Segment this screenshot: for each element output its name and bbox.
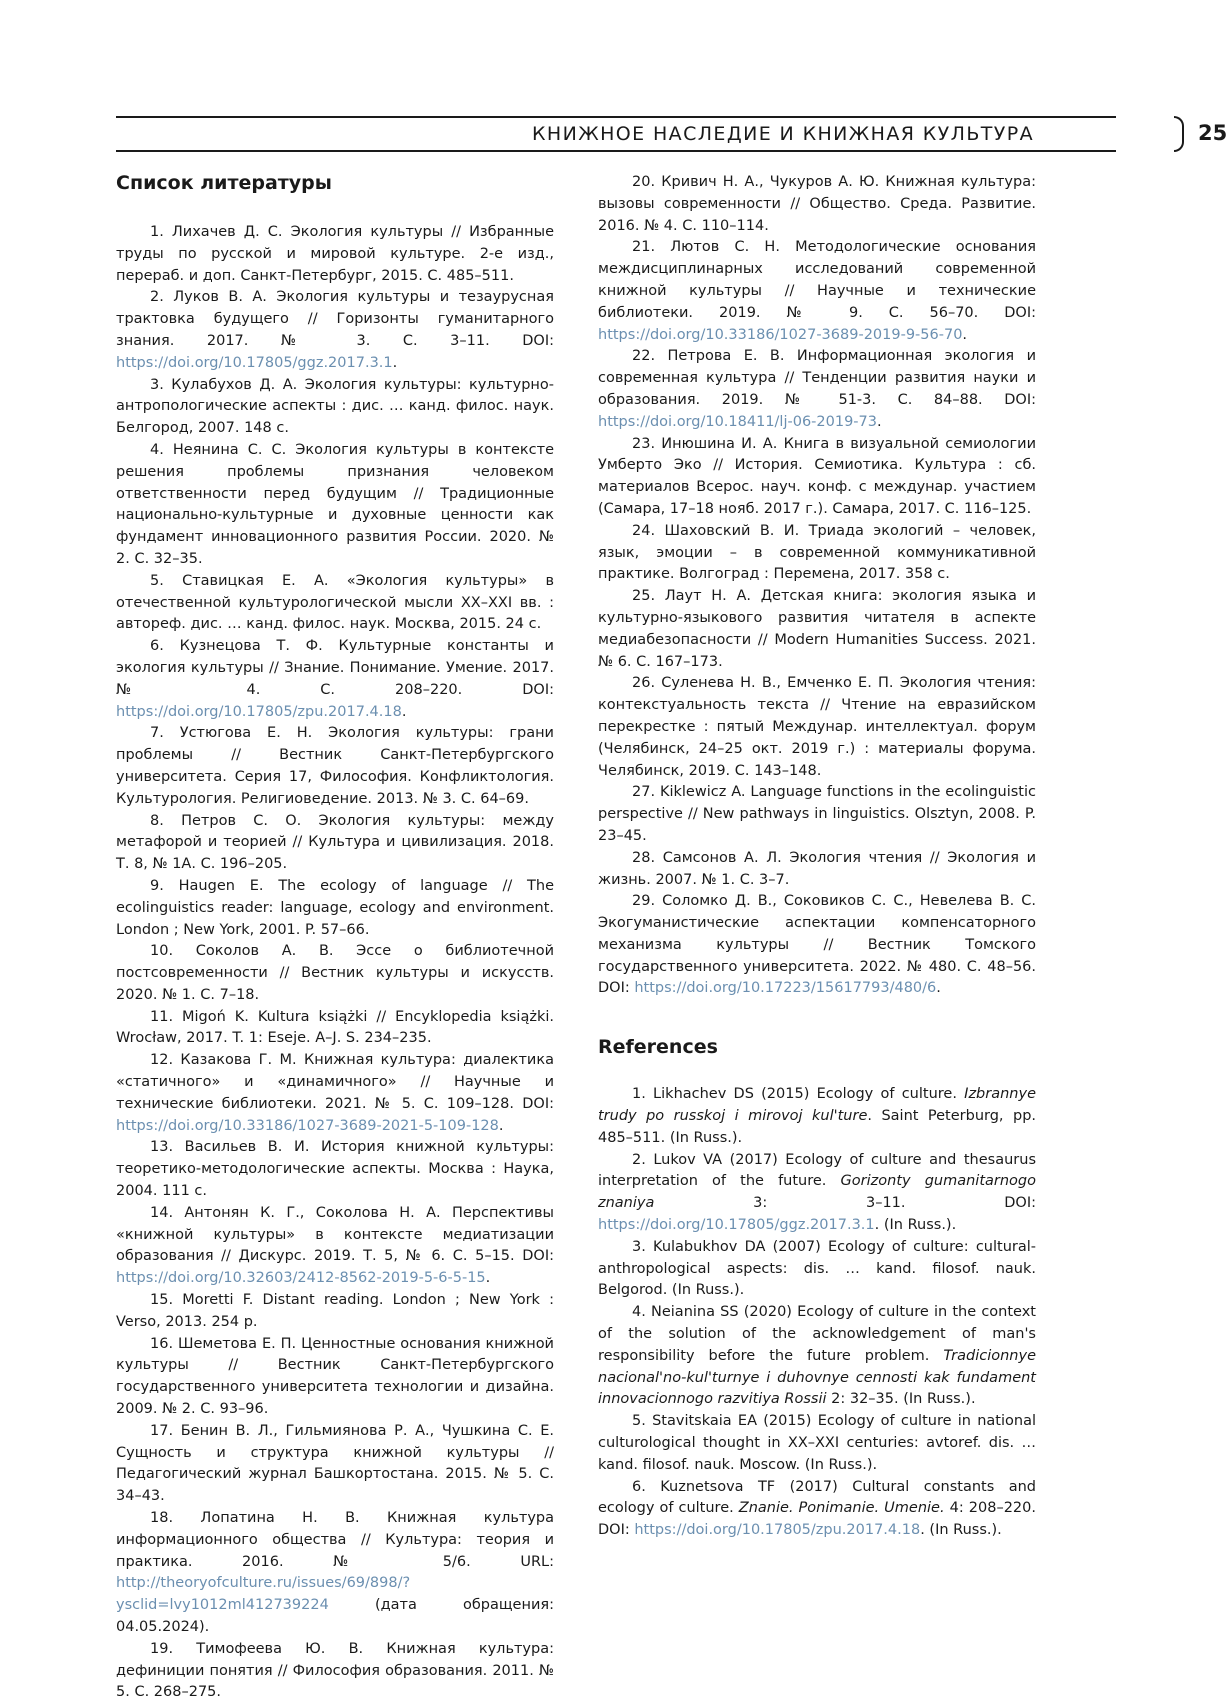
entry-text-cont: . Saint Peterburg, pp. 485–511. (In Russ.).	[598, 1108, 1036, 1146]
right-column	[598, 172, 1036, 1542]
bibliography-entry	[116, 1203, 554, 1290]
entry-tail: .	[936, 980, 941, 996]
journal-title: Tradicionnye nacional'no-kul'turnye i duhovnye cennosti kak fundament innovacionnogo razvitiya Rossii	[598, 1348, 1036, 1408]
journal-title: Izbrannye trudy po russkoj i mirovoj kul'ture	[598, 1086, 1036, 1124]
entry-text: 16. Шеметова Е. П. Ценностные основания книжной культуры // Вестник Санкт-Петербургского государственного университета технологии и дизайна. 2009. № 2. С. 93–96.	[116, 1336, 554, 1417]
bibliography-entry	[598, 673, 1036, 782]
reference-entry	[598, 1411, 1036, 1476]
bibliography-entry	[116, 1334, 554, 1421]
entry-text: 6. Kuznetsova TF (2017) Cultural constants and ecology of culture.	[598, 1479, 1036, 1517]
entry-text: 6. Кузнецова Т. Ф. Культурные константы и экология культуры // Знание. Понимание. Умение. 2017. № 4. С. 208–220. DOI:	[116, 638, 554, 698]
entry-text: 13. Васильев В. И. История книжной культуры: теоретико-методологические аспекты. Москва : Наука, 2004. 111 с.	[116, 1139, 554, 1199]
entry-tail: .	[486, 1270, 491, 1286]
entry-text: 4. Neianina SS (2020) Ecology of culture in the context of the solution of the acknowledgement of man's responsibility before the future problem.	[598, 1304, 1036, 1364]
entry-text: 2. Луков В. А. Экология культуры и тезаурусная трактовка будущего // Горизонты гуманитарного знания. 2017. № 3. С. 3–11. DOI:	[116, 289, 554, 349]
doi-link[interactable]: https://doi.org/10.32603/2412-8562-2019-5-6-5-15	[116, 1270, 486, 1286]
bibliography-entry	[116, 941, 554, 1006]
doi-link[interactable]: https://doi.org/10.18411/lj-06-2019-73	[598, 414, 877, 430]
journal-title: Gorizonty gumanitarnogo znaniya	[598, 1173, 1036, 1211]
running-header	[116, 116, 1130, 152]
header-rule-bottom	[116, 150, 1116, 152]
entry-tail: .	[877, 414, 882, 430]
entry-tail: .	[393, 355, 398, 371]
bibliography-entry	[598, 434, 1036, 521]
entry-text: 24. Шаховский В. И. Триада экологий – человек, язык, эмоции – в современной коммуникативной практике. Волгоград : Перемена, 2017. 358 с.	[598, 523, 1036, 583]
doi-link[interactable]: https://doi.org/10.33186/1027-3689-2019-9-56-70	[598, 327, 962, 343]
entry-text: 3. Кулабухов Д. А. Экология культуры: культурно-антропологические аспекты : дис. … канд. филос. наук. Белгород, 2007. 148 с.	[116, 377, 554, 437]
bibliography-list-right	[598, 172, 1036, 1000]
reference-entry	[598, 1477, 1036, 1542]
entry-text: 9. Haugen E. The ecology of language // The ecolinguistics reader: language, ecology and environment. London ; New York, 2001. P. 57–66.	[116, 878, 554, 938]
references-list	[598, 1084, 1036, 1542]
bibliography-entry	[598, 848, 1036, 892]
entry-text: 15. Moretti F. Distant reading. London ; New York : Verso, 2013. 254 p.	[116, 1292, 554, 1330]
bibliography-entry	[598, 346, 1036, 433]
entry-text: 14. Антонян К. Г., Соколова Н. А. Перспективы «книжной культуры» в контексте медиатизации образования // Дискурс. 2019. Т. 5, № 6. С. 5–15. DOI:	[116, 1205, 554, 1265]
reference-entry	[598, 1084, 1036, 1149]
bibliography-entry	[116, 1290, 554, 1334]
entry-text: 18. Лопатина Н. В. Книжная культура информационного общества // Культура: теория и практика. 2016. № 5/6. URL:	[116, 1510, 554, 1570]
doi-link[interactable]: https://doi.org/10.17223/15617793/480/6	[634, 980, 936, 996]
bibliography-entry	[116, 1137, 554, 1202]
doi-link[interactable]: https://doi.org/10.17805/zpu.2017.4.18	[634, 1522, 920, 1538]
bibliography-entry	[116, 1050, 554, 1137]
bibliography-entry	[116, 876, 554, 941]
entry-tail: .	[499, 1118, 504, 1134]
entry-tail: . (In Russ.).	[920, 1522, 1002, 1538]
entry-text: 19. Тимофеева Ю. В. Книжная культура: дефиниции понятия // Философия образования. 2011. № 5. С. 268–275.	[116, 1641, 554, 1701]
entry-text: 4. Неянина С. С. Экология культуры в контексте решения проблемы признания человеком ответственности перед будущим // Традиционные национально-культурные и духовные ценности как фундамент инновационного развития России. 2020. № 2. С. 32–35.	[116, 442, 554, 567]
bibliography-entry	[116, 1007, 554, 1051]
bibliography-entry	[116, 1421, 554, 1508]
entry-text: 3. Kulabukhov DA (2007) Ecology of culture: cultural-anthropological aspects: dis. … kand. filosof. nauk. Belgorod. (In Russ.).	[598, 1239, 1036, 1299]
bibliography-entry	[116, 1508, 554, 1639]
bibliography-entry	[598, 782, 1036, 847]
bibliography-entry	[598, 891, 1036, 1000]
bibliography-entry	[116, 222, 554, 287]
entry-tail: . (In Russ.).	[875, 1217, 957, 1233]
entry-text: 5. Stavitskaia EA (2015) Ecology of culture in national culturological thought in XX–XXI centuries: avtoref. dis. … kand. filosof. nauk. Moscow. (In Russ.).	[598, 1413, 1036, 1473]
bibliography-entry	[116, 375, 554, 440]
entry-tail: .	[402, 704, 407, 720]
entry-text: 8. Петров С. О. Экология культуры: между метафорой и теорией // Культура и цивилизация. 2018. Т. 8, № 1А. С. 196–205.	[116, 813, 554, 873]
entry-text-cont: 2: 32–35. (In Russ.).	[827, 1391, 976, 1407]
entry-text: 10. Соколов А. В. Эссе о библиотечной постсовременности // Вестник культуры и искусств. 2020. № 1. С. 7–18.	[116, 943, 554, 1003]
entry-tail: .	[962, 327, 967, 343]
page-number: 25	[1198, 121, 1227, 145]
bibliography-entry	[116, 636, 554, 723]
bibliography-entry	[116, 571, 554, 636]
entry-text: 11. Migoń K. Kultura książki // Encyklopedia książki. Wrocław, 2017. T. 1: Eseje. A–J. S. 234–235.	[116, 1009, 554, 1047]
entry-text: 20. Кривич Н. А., Чукуров А. Ю. Книжная культура: вызовы современности // Общество. Среда. Развитие. 2016. № 4. С. 110–114.	[598, 174, 1036, 234]
reference-entry	[598, 1150, 1036, 1237]
bibliography-entry	[116, 723, 554, 810]
entry-text: 5. Ставицкая Е. А. «Экология культуры» в отечественной культурологической мысли XX–XXI вв. : автореф. дис. … канд. филос. наук. Москва, 2015. 24 с.	[116, 573, 554, 633]
entry-text: 25. Лаут Н. А. Детская книга: экология языка и культурно-языкового развития читателя в аспекте медиабезопасности // Modern Humanities Success. 2021. № 6. С. 167–173.	[598, 588, 1036, 669]
bibliography-entry	[598, 521, 1036, 586]
bibliography-heading: Список литературы	[116, 172, 554, 194]
bibliography-entry	[116, 287, 554, 374]
entry-text: 1. Likhachev DS (2015) Ecology of culture.	[632, 1086, 964, 1102]
doi-link[interactable]: https://doi.org/10.17805/ggz.2017.3.1	[116, 355, 393, 371]
references-heading: References	[598, 1036, 1036, 1058]
entry-text: 27. Kiklewicz A. Language functions in the ecolinguistic perspective // New pathways in linguistics. Olsztyn, 2008. P. 23–45.	[598, 784, 1036, 844]
doi-link[interactable]: http://theoryofculture.ru/issues/69/898/?ysclid=lvy1012ml412739224	[116, 1575, 410, 1613]
header-rule-top	[116, 116, 1116, 118]
bibliography-entry	[598, 172, 1036, 237]
entry-text: 23. Инюшина И. А. Книга в визуальной семиологии Умберто Эко // История. Семиотика. Культура : сб. материалов Всерос. науч. конф. с междунар. участием (Самара, 17–18 нояб. 2017 г.). Самара, 2017. С. 116–125.	[598, 436, 1036, 517]
bibliography-entry	[116, 811, 554, 876]
bibliography-entry	[598, 586, 1036, 673]
entry-text-cont: 3: 3–11. DOI:	[654, 1195, 1036, 1211]
bibliography-entry	[598, 237, 1036, 346]
entry-text: 1. Лихачев Д. С. Экология культуры // Избранные труды по русской и мировой культуре. 2-е изд., перераб. и доп. Санкт-Петербург, 2015. С. 485–511.	[116, 224, 554, 284]
reference-entry	[598, 1302, 1036, 1411]
reference-entry	[598, 1237, 1036, 1302]
entry-text: 28. Самсонов А. Л. Экология чтения // Экология и жизнь. 2007. № 1. С. 3–7.	[598, 850, 1036, 888]
section-title: КНИЖНОЕ НАСЛЕДИЕ И КНИЖНАЯ КУЛЬТУРА	[532, 123, 1034, 145]
doi-link[interactable]: https://doi.org/10.17805/zpu.2017.4.18	[116, 704, 402, 720]
header-cap	[1174, 116, 1184, 152]
bibliography-entry	[116, 440, 554, 571]
entry-text: 29. Соломко Д. В., Соковиков С. С., Невелева В. С. Экогуманистические аспектации компенсаторного механизма культуры // Вестник Томского государственного университета. 2022. № 480. С. 48–56. DOI:	[598, 893, 1036, 996]
entry-text: 7. Устюгова Е. Н. Экология культуры: грани проблемы // Вестник Санкт-Петербургского университета. Серия 17, Философия. Конфликтология. Культурология. Религиоведение. 2013. № 3. С. 64–69.	[116, 725, 554, 806]
bibliography-list-left	[116, 222, 554, 1704]
entry-text: 12. Казакова Г. М. Книжная культура: диалектика «статичного» и «динамичного» // Научные и технические библиотеки. 2021. № 5. С. 109–128. DOI:	[116, 1052, 554, 1112]
entry-tail: (дата обращения: 04.05.2024).	[116, 1597, 554, 1635]
entry-text: 2. Lukov VA (2017) Ecology of culture and thesaurus interpretation of the future.	[598, 1152, 1036, 1190]
entry-text: 26. Суленева Н. В., Емченко Е. П. Экология чтения: контекстуальность текста // Чтение на евразийском перекрестке : пятый Междунар. интеллектуал. форум (Челябинск, 24–25 окт. 2019 г.) : материалы форума. Челябинск, 2019. С. 143–148.	[598, 675, 1036, 778]
doi-link[interactable]: https://doi.org/10.17805/ggz.2017.3.1	[598, 1217, 875, 1233]
journal-title: Znanie. Ponimanie. Umenie.	[739, 1500, 945, 1516]
entry-text-cont: 4: 208–220. DOI:	[598, 1500, 1036, 1538]
bibliography-entry	[116, 1639, 554, 1704]
entry-text: 21. Лютов С. Н. Методологические основания междисциплинарных исследований современной книжной культуры // Научные и технические библиотеки. 2019. № 9. С. 56–70. DOI:	[598, 239, 1036, 320]
doi-link[interactable]: https://doi.org/10.33186/1027-3689-2021-5-109-128	[116, 1118, 499, 1134]
left-column	[116, 172, 554, 1704]
entry-text: 22. Петрова Е. В. Информационная экология и современная культура // Тенденции развития науки и образования. 2019. № 51-3. С. 84–88. DOI:	[598, 348, 1036, 408]
entry-text: 17. Бенин В. Л., Гильмиянова Р. А., Чушкина С. Е. Сущность и структура книжной культуры // Педагогический журнал Башкортостана. 2015. № 5. С. 34–43.	[116, 1423, 554, 1504]
